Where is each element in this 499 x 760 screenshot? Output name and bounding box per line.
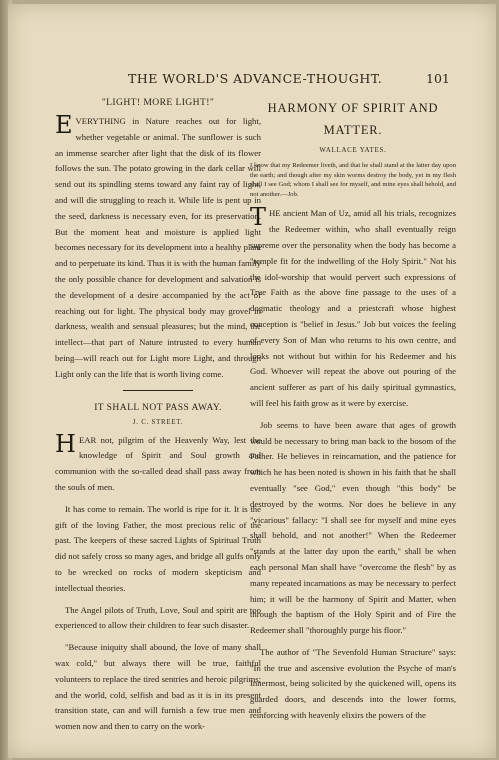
- drop-cap: E: [55, 111, 73, 139]
- left-column: [55, 97, 261, 741]
- article-paragraph: [55, 111, 261, 383]
- page-number: 101: [426, 71, 450, 86]
- running-title: THE WORLD'S ADVANCE-THOUGHT.: [128, 71, 383, 86]
- article-paragraph: The author of "The Sevenfold Human Structure" says: "In the true and ascensive evolution the Psyche of man's Innermost, being solicited by the quickened will, opens its guarded doors, and descends into the lower forms, reinforcing with heavenly elixirs the powers of the: [250, 646, 456, 721]
- article-pass-away: [55, 402, 261, 735]
- running-head: [8, 71, 496, 89]
- paragraph-text: EAR not, pilgrim of the Heavenly Way, lest the knowledge of Spirit and Soul growth and communion with the so-called dead shall pass away from the souls of men.: [55, 434, 261, 492]
- article-paragraph: [55, 429, 261, 496]
- drop-cap: H: [55, 429, 76, 458]
- drop-cap: T: [250, 203, 267, 232]
- article-paragraph: [250, 203, 456, 411]
- article-title: IT SHALL NOT PASS AWAY.: [94, 401, 222, 413]
- article-byline: WALLACE YATES.: [319, 147, 387, 154]
- article-paragraph: "Because iniquity shall abound, the love of many shall wax cold," but always there will be true, faithful volunteers to replace the tired sentries and heroic pilgrims; and the world, cold, selfish and bad as it is in its present transition state, can and will furnish a few true men and women now and then to carry on the work-: [55, 642, 261, 732]
- article-light: [55, 97, 261, 383]
- article-paragraph: The Angel pilots of Truth, Love, Soul and spirit are too experienced to allow their children to fear such disaster.: [55, 604, 261, 631]
- paragraph-text: HE ancient Man of Uz, amid all his trials, recognizes the Redeemer within, who shall eventually reign supreme over the personality when the body has become a "temple fit for the indwelling of the Holy Spirit." Not his the idol-worship that would pervert such expressions of True Faith as the above fine passage to the uses of a dogmatic theology and a priestcraft whose highest conception is "belief in Jesus." Job but voices the feeling of every Son of Man who returns to his own centre, and looks not without but within for his Redeemer and his God. Whoever will repeat the above out pouring of the ancient sufferer as part of his daily spiritual gymnastics, will feel his faith grow as it were by exercise.: [250, 208, 456, 408]
- article-paragraph: It has come to remain. The world is ripe for it. It is the gift of the loving Father, the most precious relic of the past. The keepers of these sacred Lights of Spiritual Truth did not safely cross so many ages, and bridge all gulfs only to be wrecked on rocks of modern skepticism and intellectual theories.: [55, 503, 261, 593]
- section-divider: [123, 390, 193, 391]
- paragraph-text: VERYTHING in Nature reaches out for light, whether vegetable or animal. The sunflower is such an immense searcher after light that the disk of its flower follows the sun. The potato growing in the dark cellar will send out its spindling stems toward any faint ray of light, and will die struggling to reach it. While life is pent up in the seed, darkness is necessary even, for its preservation. But the moment heat and moisture is applied light becomes necessary for its development into a healthy plant and to perpetuate its kind. Thus it is with the human family the only possible chance for development and salvation is the development of a desire accompanied by the act of reaching out for light. The physical body may grovel in darkness, wealth and sensual pleasures; but the mind, the intellect—that part of Nature intrusted to every human being—will reach out for Light more Light, and through Light only can the life that is worth living come.: [55, 116, 261, 379]
- article-byline: J. C. STREET.: [132, 418, 184, 426]
- article-paragraph: Job seems to have been aware that ages of growth would be necessary to bring man back to the bosom of the Father. He believes in reincarnation, and the patience for which he has been noted is shown in his faith that he shall eventually "see God," even though "this body" be destroyed by the worms. Nor does he believe in any "vicarious" fallacy: "I shall see for myself and mine eyes shall behold, and not another!" When the Redeemer "stands at the latter day upon the earth," shall be when each personal Man shall have "overcome the flesh" by as many repeated incarnations as may be necessary to perfect him; it will be the harmony of Spirit and Matter, when through the baptism of the Holy Spirit and of Fire the Redeemer shall "thoroughly purge his floor.": [250, 419, 456, 636]
- epigraph: I know that my Redeemer liveth, and that he shall stand at the latter day upon the earth; and though after my skin worms destroy the body, yet in my flesh shall I see God; whom I shall see for myself, and mine eyes shall behold, and not another.—Job.: [250, 162, 456, 198]
- book-page: [8, 4, 496, 758]
- article-title: "LIGHT! MORE LIGHT!": [101, 97, 215, 108]
- article-title: HARMONY OF SPIRIT AND MATTER.: [267, 101, 439, 137]
- right-column: [250, 97, 456, 730]
